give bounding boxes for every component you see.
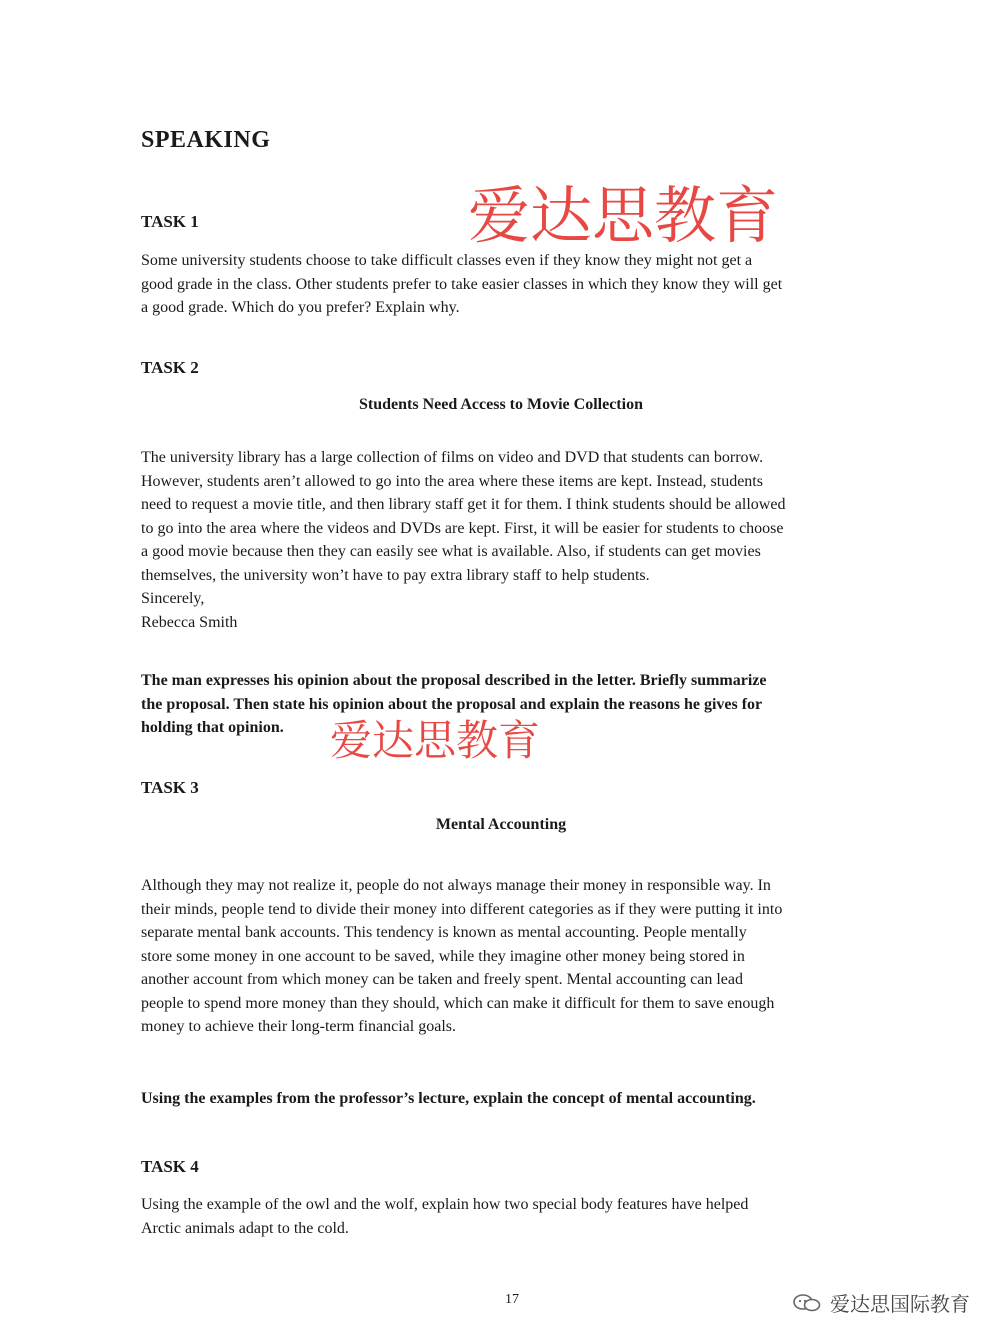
wechat-icon <box>792 1293 822 1313</box>
task4-label: TASK 4 <box>141 1157 199 1176</box>
watermark-top: 爱达思教育 <box>468 179 779 252</box>
task3-title: Mental Accounting <box>435 816 567 833</box>
task2-prompt: The man expresses his opinion about the proposal described in the letter. Briefly summarize the proposal. Then state his opinion about the proposal and explain the reasons he gives for holding that opinion. <box>141 672 767 736</box>
page-number: 17 <box>505 1292 519 1307</box>
task1-question: Some university students choose to take difficult classes even if they know they might not get a good grade in the class. Other students prefer to take easier classes in which they know they will get a good grade. Which do you prefer? Explain why. <box>141 252 783 316</box>
task3-label: TASK 3 <box>141 778 199 797</box>
task2-letter: The university library has a large collection of films on video and DVD that students can borrow. However, students aren’t allowed to go into the area where these items are kept. Instead, students need to request a movie title, and then library staff get it for them. I think students should be allowed to go into the area where the videos and DVDs are kept. First, it will be easier for students to choose a good movie because then they can easily see what is available. Also, if students can get movies themselves, the university won’t have to pay extra library staff to help students. Sincerely, Rebecca Smith <box>141 449 786 631</box>
task2-label: TASK 2 <box>141 358 199 377</box>
watermark-middle: 爱达思教育 <box>330 716 541 765</box>
page-heading: SPEAKING <box>141 127 271 153</box>
task2-title: Students Need Access to Movie Collection <box>359 396 643 413</box>
footer-brand-text: 爱达思国际教育 <box>830 1292 970 1316</box>
task3-passage: Although they may not realize it, people do not always manage their money in responsible way. In their minds, people tend to divide their money into different categories as if they were putting it into separate mental bank accounts. This tendency is known as mental accounting. People mentally store some money in one account to be saved, while they imagine other money being stored in another account from which money can be taken and freely spent. Mental accounting can lead people to spend more money than they should, which can make it difficult for them to save enough money to achieve their long-term financial goals. <box>141 877 783 1035</box>
task1-label: TASK 1 <box>141 212 199 231</box>
task3-prompt: Using the examples from the professor’s lecture, explain the concept of mental accounting. <box>141 1090 756 1107</box>
task4-question: Using the example of the owl and the wolf, explain how two special body features have helped Arctic animals adapt to the cold. <box>141 1196 749 1237</box>
